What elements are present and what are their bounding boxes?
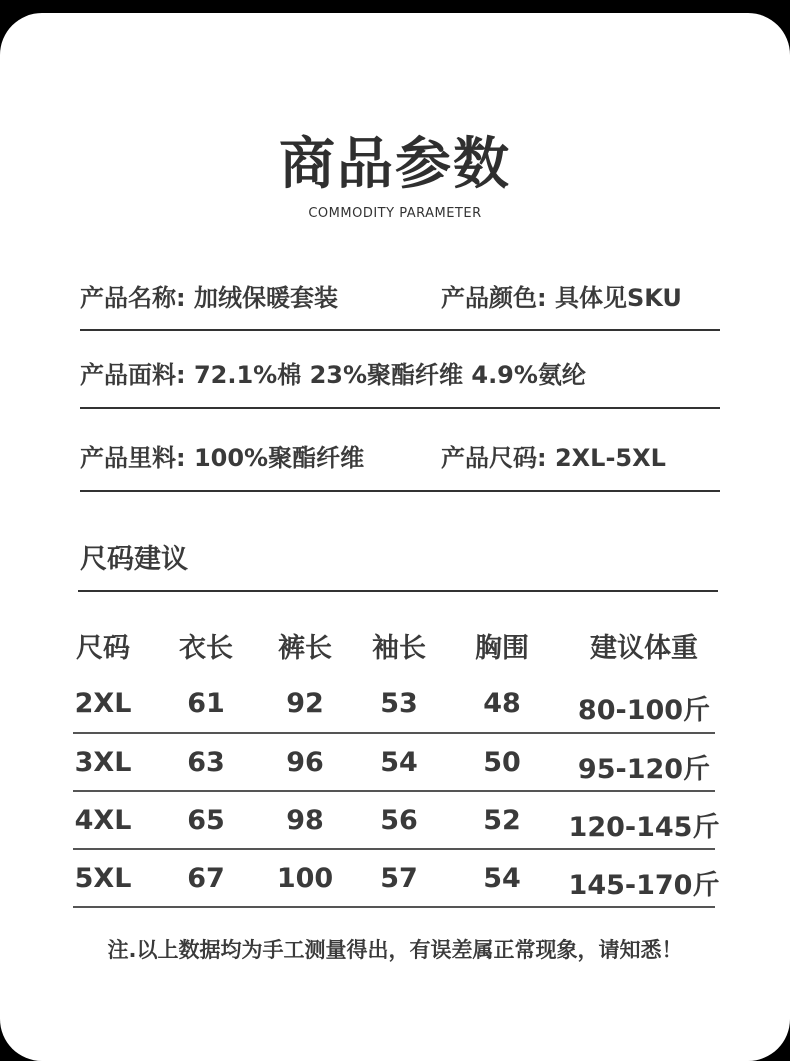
chest-cell: 54 <box>483 863 521 894</box>
sleeve-cell: 53 <box>380 688 418 719</box>
product-fabric: 产品面料: 72.1%棉 23%聚酯纤维 4.9%氨纶 <box>80 361 586 389</box>
product-size-range: 产品尺码: 2XL-5XL <box>441 444 666 472</box>
size-cell: 5XL <box>74 863 132 894</box>
length-cell: 63 <box>187 747 225 778</box>
chest-cell: 50 <box>483 747 521 778</box>
product-color: 产品颜色: 具体见SKU <box>441 284 682 312</box>
page-subtitle: COMMODITY PARAMETER <box>308 206 482 221</box>
chest-cell: 52 <box>483 805 521 836</box>
weight-cell: 145-170斤 <box>568 870 720 901</box>
pants-length-cell: 96 <box>286 747 324 778</box>
length-cell: 65 <box>187 805 225 836</box>
sleeve-cell: 54 <box>380 747 418 778</box>
divider <box>80 407 720 409</box>
measurement-note: 注.以上数据均为手工测量得出，有误差属正常现象，请知悉！ <box>107 938 683 962</box>
divider <box>80 329 720 331</box>
pants-length-cell: 98 <box>286 805 324 836</box>
page-title: 商品参数 <box>279 132 511 197</box>
size-cell: 4XL <box>74 805 132 836</box>
divider <box>78 590 718 592</box>
size-cell: 3XL <box>74 747 132 778</box>
pants-length-cell: 92 <box>286 688 324 719</box>
product-name: 产品名称: 加绒保暖套装 <box>80 284 338 312</box>
divider <box>80 490 720 492</box>
weight-cell: 80-100斤 <box>577 695 711 726</box>
pants-length-cell: 100 <box>276 863 334 894</box>
length-cell: 61 <box>187 688 225 719</box>
length-cell: 67 <box>187 863 225 894</box>
header-cell: 尺码 <box>76 633 130 664</box>
row-divider <box>73 732 715 734</box>
row-divider <box>73 848 715 850</box>
size-section-title: 尺码建议 <box>80 544 188 575</box>
header-cell: 袖长 <box>372 633 426 664</box>
header-cell: 建议体重 <box>590 633 698 664</box>
product-lining: 产品里料: 100%聚酯纤维 <box>80 444 365 472</box>
header-cell: 裤长 <box>278 633 332 664</box>
row-divider <box>73 790 715 792</box>
sleeve-cell: 57 <box>380 863 418 894</box>
weight-cell: 95-120斤 <box>577 754 711 785</box>
sleeve-cell: 56 <box>380 805 418 836</box>
header-cell: 胸围 <box>475 633 529 664</box>
weight-cell: 120-145斤 <box>568 812 720 843</box>
size-cell: 2XL <box>74 688 132 719</box>
header-cell: 衣长 <box>179 633 233 664</box>
row-divider <box>73 906 715 908</box>
chest-cell: 48 <box>483 688 521 719</box>
